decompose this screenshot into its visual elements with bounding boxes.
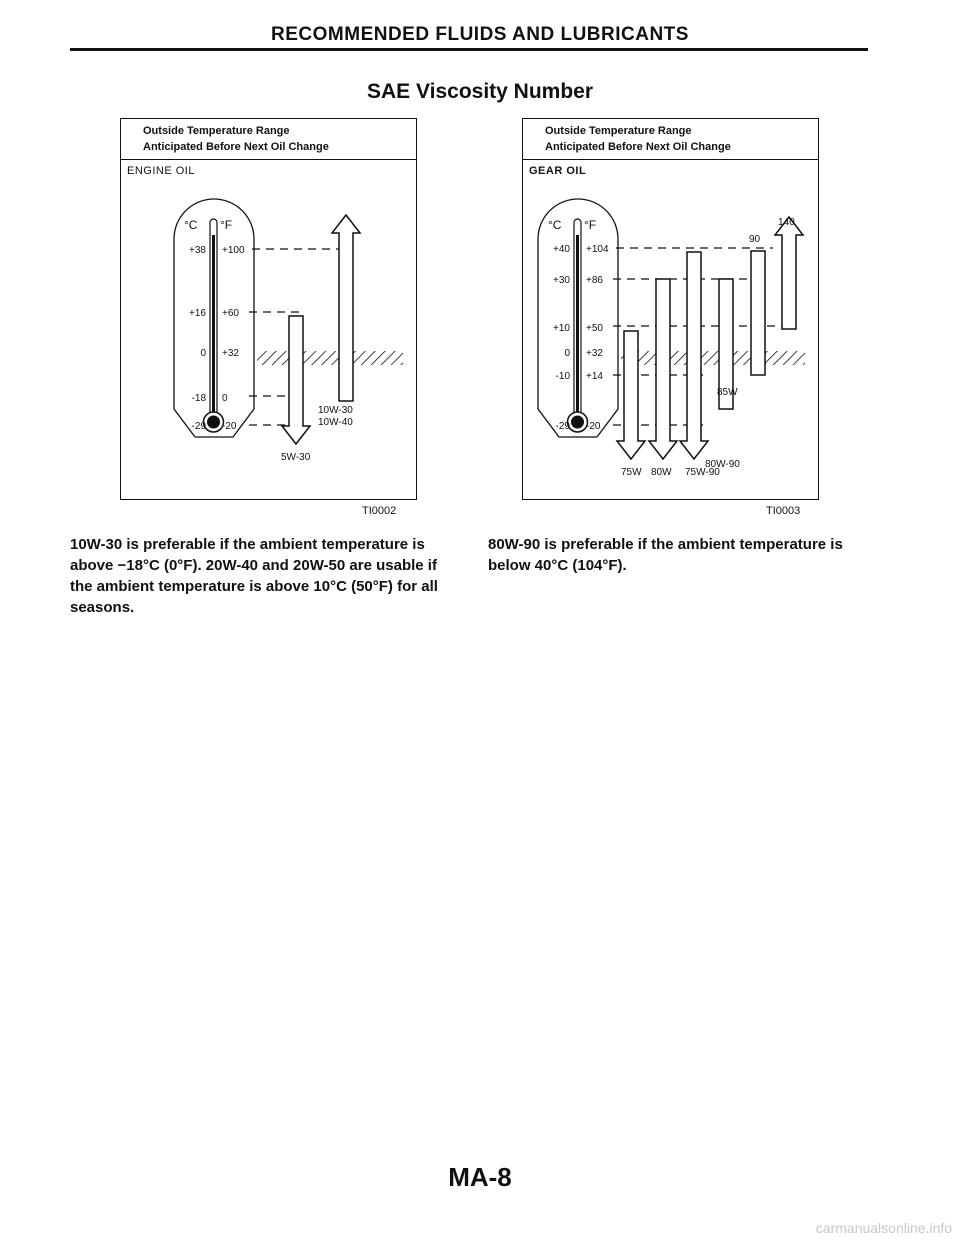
section-title: SAE Viscosity Number <box>366 80 594 103</box>
gear-scale-c-3: 0 <box>564 348 570 359</box>
engine-scale-f-0: +100 <box>222 245 245 256</box>
gear-scale-f-2: +50 <box>586 323 603 334</box>
gear-grade-label-140: 140 <box>778 217 795 228</box>
engine-grade-bar-5w30 <box>282 316 310 444</box>
gear-panel-header <box>523 119 818 160</box>
gear-oil-chart-panel <box>522 118 819 500</box>
watermark: carmanualsonline.info <box>815 1220 952 1236</box>
gear-grade-bar-80w <box>649 279 677 459</box>
gear-unit-f: °F <box>584 218 597 232</box>
engine-scale-c-1: +16 <box>189 308 206 319</box>
gear-scale-f-3: +32 <box>586 348 603 359</box>
gear-scale-c-5: -29 <box>555 421 570 432</box>
engine-oil-note: 10W-30 is preferable if the ambient temperature is above −18°C (0°F). 20W-40 and 20W-50 are usable if the ambient temperature is above 10°C (50°F) for all seasons. <box>70 536 438 616</box>
engine-scale-f-3: 0 <box>222 393 228 404</box>
engine-grade-label-c: 5W-30 <box>281 452 311 463</box>
engine-grade-bar-10w30 <box>332 215 360 401</box>
gear-scale-f-4: +14 <box>586 371 603 382</box>
gear-panel-line1: Outside Temperature Range <box>545 125 692 137</box>
page-number: MA-8 <box>448 1162 512 1192</box>
engine-scale-c-0: +38 <box>189 245 206 256</box>
engine-unit-c: °C <box>184 218 198 232</box>
engine-scale-c-3: -18 <box>191 393 206 404</box>
gear-grade-label-80w: 80W <box>651 467 672 478</box>
engine-panel-line2: Anticipated Before Next Oil Change <box>143 141 329 153</box>
gear-grade-label-75w90: 75W-90 <box>685 467 720 478</box>
page-header: RECOMMENDED FLUIDS AND LUBRICANTS <box>271 24 689 45</box>
engine-freeze-band <box>257 351 403 365</box>
gear-scale-c-0: +40 <box>553 244 570 255</box>
gear-scale-c-2: +10 <box>553 323 570 334</box>
gear-scale-f-0: +104 <box>586 244 609 255</box>
engine-unit-f: °F <box>220 218 233 232</box>
engine-grade-label-b: 10W-40 <box>318 417 353 428</box>
engine-scale-c-2: 0 <box>200 348 206 359</box>
gear-grade-label-85w: 85W <box>717 387 738 398</box>
gear-freeze-band <box>621 351 805 365</box>
engine-oil-diagram <box>121 179 413 479</box>
gear-scale-f-1: +86 <box>586 275 603 286</box>
engine-panel-header <box>121 119 416 160</box>
gear-scale-c-1: +30 <box>553 275 570 286</box>
engine-scale-f-1: +60 <box>222 308 239 319</box>
engine-scale-f-4: -20 <box>222 421 237 432</box>
gear-unit-c: °C <box>548 218 562 232</box>
engine-scale-c-4: -29 <box>191 421 206 432</box>
gear-oil-note: 80W-90 is preferable if the ambient temperature is below 40°C (104°F). <box>488 536 843 574</box>
gear-scale-c-4: -10 <box>555 371 570 382</box>
gear-grade-bar-90 <box>751 251 765 375</box>
engine-grade-label-a: 10W-30 <box>318 405 353 416</box>
gear-grade-label-75w: 75W <box>621 467 642 478</box>
gear-grade-bar-75w <box>617 331 645 459</box>
gear-oil-diagram <box>523 179 815 479</box>
engine-panel-subtitle: ENGINE OIL <box>127 165 195 177</box>
gear-grade-label-90: 90 <box>749 234 761 245</box>
engine-panel-line1: Outside Temperature Range <box>143 125 290 137</box>
gear-panel-subtitle: GEAR OIL <box>529 165 587 177</box>
engine-figure-ref: TI0002 <box>362 505 397 517</box>
gear-grade-label-80w90: 80W-90 <box>705 459 740 470</box>
header-rule <box>70 48 868 51</box>
engine-oil-chart-panel <box>120 118 417 500</box>
gear-panel-line2: Anticipated Before Next Oil Change <box>545 141 731 153</box>
gear-figure-ref: TI0003 <box>766 505 801 517</box>
engine-scale-f-2: +32 <box>222 348 239 359</box>
gear-scale-f-5: -20 <box>586 421 601 432</box>
gear-grade-bar-140 <box>775 217 803 329</box>
